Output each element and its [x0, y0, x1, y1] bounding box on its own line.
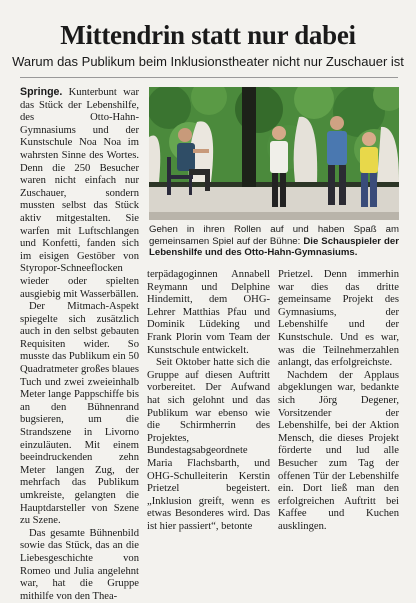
- photo-caption: [149, 224, 399, 259]
- article-paragraph: Das gesamte Bühnenbild sowie das Stück, das an die Liebesgeschichte von Romeo und Julia angelehnt war, hat die Gruppe mithilfe von den Thea-: [20, 527, 139, 602]
- stage-photo: [149, 87, 399, 220]
- header-divider: [20, 77, 398, 78]
- article-paragraph: Der Mitmach-Aspekt spiegelte sich zusätzlich auch in den selbst gebauten Requisiten wider. So musste das Publikum ein 50 Quadratmeter großes blaues Tuch und zwei zweieinhalb Meter lange Pappschiffe bis an den Bühnenrand bugsieren, um die Strandszene in Livorno einzuläuten. Mit einem beeindruckenden zehn Meter langen Zug, der mehrfach das Publikum umkreiste, gelangten die Hauptdarsteller von Szene zu Szene.: [20, 301, 139, 527]
- caption-lead: Gehen in ihren Rollen auf und haben Spaß am gemeinsamen Spiel auf der Bühne:: [149, 224, 399, 247]
- stage-photo-image: [149, 87, 399, 220]
- paragraph-text: Kunterbunt war das Stück der Lebenshilfe, des Otto-Hahn-Gymnasiums und der Kunstschule Noa Noa im wahrsten Sinne des Wortes. Denn die 250 Besucher waren nicht einfach nur Zuschauer, sondern mussten selbst das Stück aktiv mitgestalten. Sie warfen mit Luftschlangen und Konfetti, fanden sich im eisigen Gestöber von Styropor-Schneeflocken wieder oder spielten ausgiebig mit Wasserbällen.: [20, 87, 139, 300]
- article-paragraph: Prietzel. Denn immerhin war dies das dritte gemeinsame Projekt des Gymnasiums, der Lebenshilfe und der Kunstschule. Und es war, was die Teilnehmerzahlen anlangt, das erfolgreichste.: [278, 269, 399, 369]
- article-column-1: [20, 86, 139, 603]
- article-paragraph: [20, 86, 139, 301]
- article-column-3: [278, 269, 399, 533]
- article-subheadline: Warum das Publikum beim Inklusionstheater nicht nur Zuschauer ist: [12, 54, 404, 69]
- dateline: Springe.: [20, 86, 63, 98]
- article-paragraph: Nachdem der Applaus abgeklungen war, bedankte sich Jörg Degener, Vorsitzender der Lebenshilfe, bei der Aktion Mensch, die dieses Projekt förderte und lud alle Besucher zum Tag der offenen Tür der Lebenshilfe ein. Dort ließ man den erfolgreichen Auftritt bei Kaffee und Kuchen ausklingen.: [278, 369, 399, 532]
- article-headline: Mittendrin statt nur dabei: [60, 20, 356, 50]
- caption-body: Die Schauspieler der Lebenshilfe und des Otto-Hahn-Gymnasiums.: [149, 235, 399, 258]
- article-paragraph: terpädagoginnen Annabell Reymann und Delphine Hindemitt, dem OHG-Lehrer Matthias Pfau und Dominik Lüdeking und Frank Plorin vom Team der Kunstschule entwickelt.: [147, 269, 270, 356]
- article-paragraph: Seit Oktober hatte sich die Gruppe auf diesen Auftritt vorbereitet. Der Aufwand hat sich gelohnt und das Publikum war ebenso wie die Schirmherrin des Projektes, Bundestagsabgeordnete Maria Flachsbarth, und OHG-Schulleiterin Kerstin Prietzel begeistert. „Inklusion greift, wenn es etwas Besonderes wird. Das ist hier passiert“, betonte: [147, 357, 270, 532]
- article-column-2: [147, 269, 270, 533]
